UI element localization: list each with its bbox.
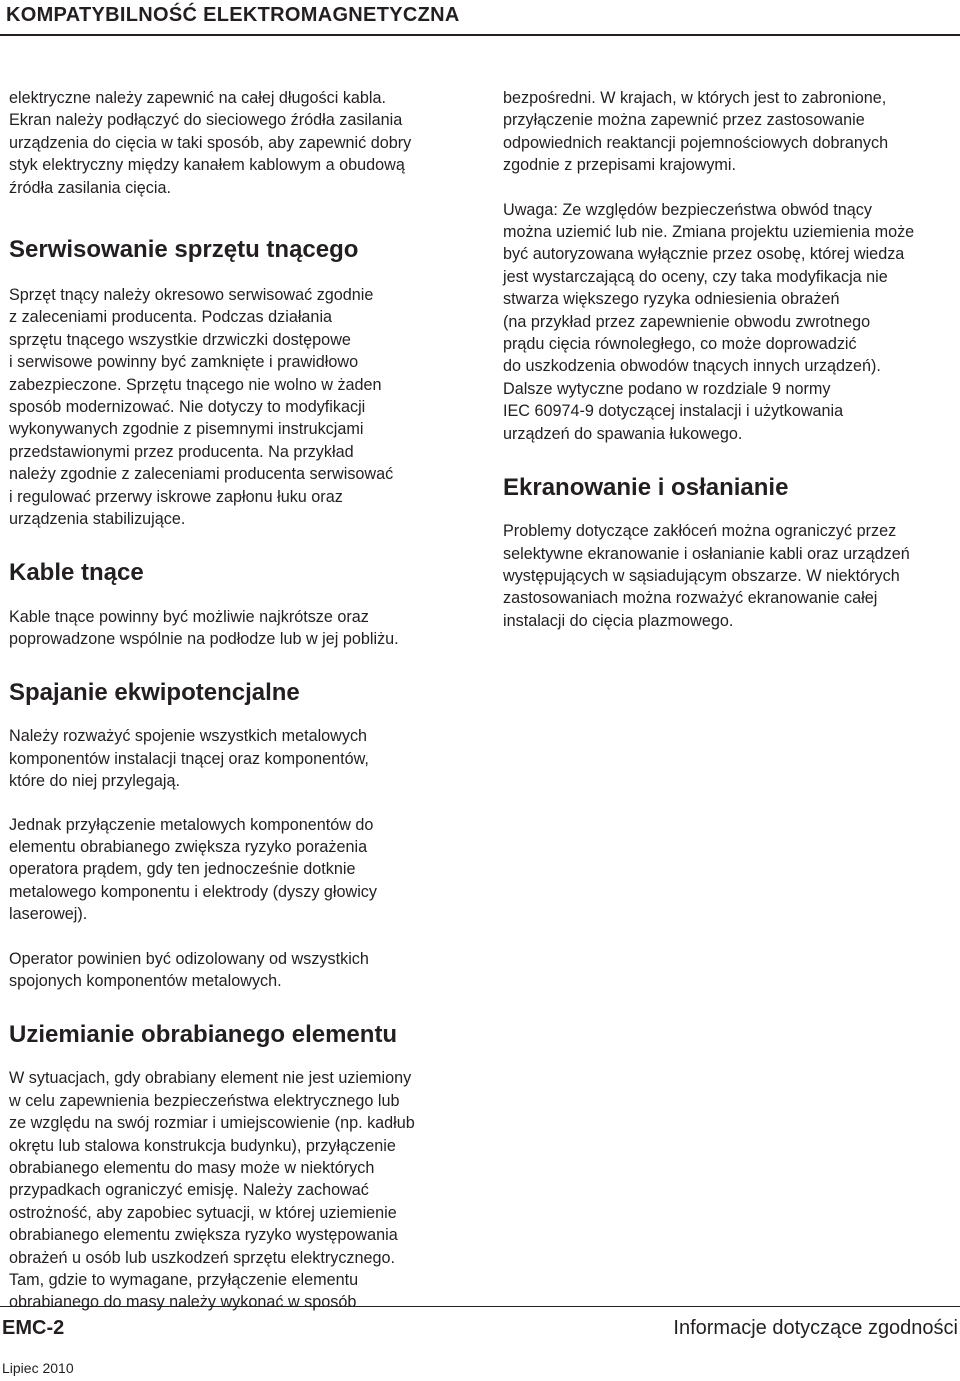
footer-divider [0,1306,960,1307]
paragraph-uziemianie: W sytuacjach, gdy obrabiany element nie jest uziemiony w celu zapewnienia bezpieczeństwa elektrycznego lub ze względu na swój rozmiar i umiejscowienie (np. kadłub okrętu lub stalowa konstrukcja budynku), przyłączenie obrabianego elementu do masy może w niektórych przypadkach ograniczyć emisję. Należy zachować ostrożność, aby zapobiec sytuacji, w której uziemienie obrabianego elementu zwiększa ryzyko występowania obrażeń u osób lub uszkodzeń sprzętu elektrycznego. Tam, gdzie to wymagane, przyłączenie elementu obrabianego do masy należy wykonać w sposób [9,1069,415,1312]
footer-section-title: Informacje dotyczące zgodności [673,1317,958,1339]
paragraph-spajanie-2: Jednak przyłączenie metalowych komponentów do elementu obrabianego zwiększa ryzyko porażenia operatora prądem, gdy ten jednocześnie dotknie metalowego komponentu i elektrody (dyszy głowicy laserowej). [9,815,377,924]
header-divider [0,34,960,36]
paragraph-spajanie-3: Operator powinien być odizolowany od wszystkich spojonych komponentów metalowych. [9,949,369,990]
paragraph-uwaga: Uwaga: Ze względów bezpieczeństwa obwód tnący można uziemić lub nie. Zmiana projektu uziemienia może być autoryzowana wyłącznie przez osobę, której wiedza jest wystarczającą do oceny, czy taka modyfikacja nie stwarza większego ryzyka odniesienia obrażeń (na przykład przez zapewnienie obwodu zwrotnego prądu cięcia równoległego, co może doprowadzić do uszkodzenia obwodów tnących innych urządzeń). Dalsze wytyczne podano w rozdziale 9 normy IEC 60974-9 dotyczącej instalacji i użytkowania urządzeń do spawania łukowego. [503,200,915,443]
paragraph-ekranowanie: Problemy dotyczące zakłóceń można ograniczyć przez selektywne ekranowanie i osłanianie kabli oraz urządzeń występujących w sąsiadującym obszarze. W niektórych zastosowaniach można rozważyć ekranowanie całej instalacji do cięcia plazmowego. [503,522,910,630]
left-column [9,87,464,1314]
right-column [503,87,953,632]
page-code: EMC-2 [2,1317,65,1339]
paragraph-bezposrednio: bezpośredni. W krajach, w których jest to zabronione, przyłączenie można zapewnić przez zastosowanie odpowiednich reaktancji pojemnościowych dobranych zgodnie z przepisami krajowymi. [503,89,889,175]
paragraph-spajanie-1: Należy rozważyć spojenie wszystkich metalowych komponentów instalacji tnącej oraz komponentów, które do niej przylegają. [9,727,369,791]
paragraph-kable: Kable tnące powinny być możliwie najkrótsze oraz poprowadzone wspólnie na podłodze lub w jej pobliżu. [9,607,399,648]
page-header-title: KOMPATYBILNOŚĆ ELEKTROMAGNETYCZNA [6,4,460,26]
heading-spajanie: Spajanie ekwipotencjalne [9,679,300,707]
intro-paragraph: elektryczne należy zapewnić na całej długości kabla. Ekran należy podłączyć do sieciowego źródła zasilania urządzenia do cięcia w taki sposób, aby zapewnić dobry styk elektryczny między kanałem kablowym a obudową źródła zasilania cięcia. [9,89,412,197]
paragraph-serwisowanie: Sprzęt tnący należy okresowo serwisować zgodnie z zaleceniami producenta. Podczas działania sprzętu tnącego wszystkie drzwiczki dostępowe i serwisowe powinny być zamknięte i prawidłowo zabezpieczone. Sprzętu tnącego nie wolno w żaden sposób modernizować. Nie dotyczy to modyfikacji wykonywanych zgodnie z pisemnymi instrukcjami przedstawionymi przez producenta. Na przykład należy zgodnie z zaleceniami producenta serwisować i regulować przerwy iskrowe zapłonu łuku oraz urządzenia stabilizujące. [9,286,394,529]
heading-serwisowanie: Serwisowanie sprzętu tnącego [9,236,359,264]
heading-ekranowanie: Ekranowanie i osłanianie [503,474,789,502]
footer-date: Lipiec 2010 [2,1360,74,1376]
heading-kable: Kable tnące [9,558,144,586]
heading-uziemianie: Uziemianie obrabianego elementu [9,1021,398,1049]
